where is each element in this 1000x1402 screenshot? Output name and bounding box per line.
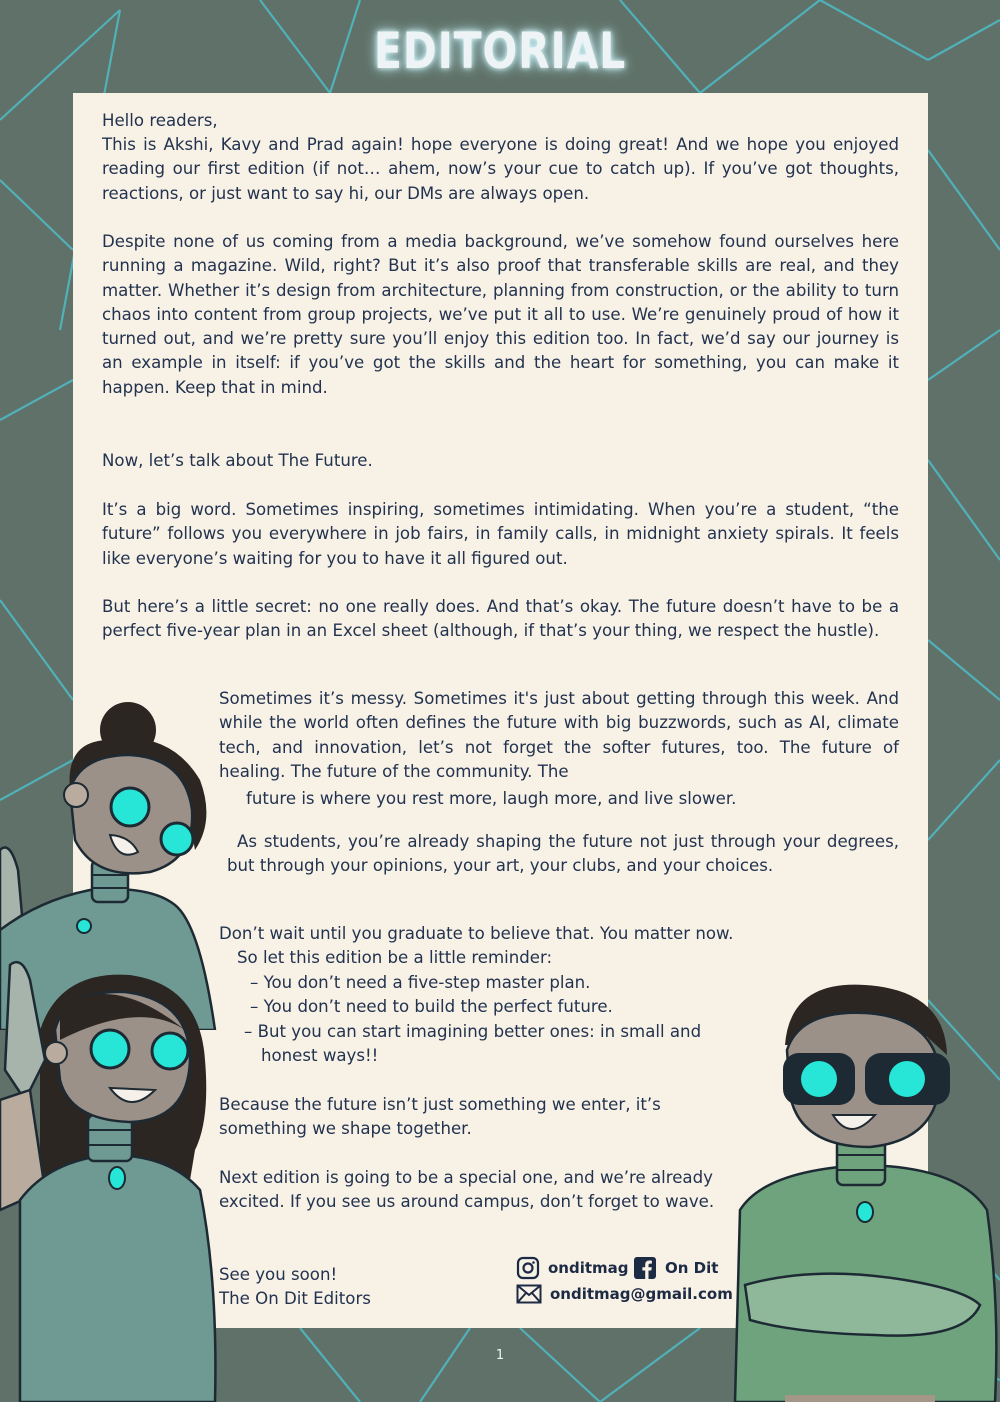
- facebook-icon: [633, 1256, 657, 1280]
- instagram-icon: [516, 1256, 540, 1280]
- signoff: [219, 1263, 499, 1312]
- list-item: – You don’t need to build the perfect future.: [250, 997, 613, 1017]
- robot-character-glasses: [725, 975, 1000, 1402]
- editorial-paragraph-6: Sometimes it’s messy. Sometimes it's just about getting through this week. And while the world often defines the future with big buzzwords, such as AI, climate tech, and innovation, let’s not forget the softer futures, too. The future of healing. The future of the community. The: [219, 689, 899, 781]
- signoff-editors: The On Dit Editors: [219, 1289, 371, 1309]
- page-title: EDITORIAL: [373, 22, 627, 80]
- reminder-list: [244, 971, 770, 1068]
- robot-character-long-hair: [0, 950, 225, 1402]
- list-item: – You don’t need a five-step master plan.: [250, 973, 591, 992]
- editorial-greeting: Hello readers,: [102, 111, 218, 130]
- editorial-paragraph-7: As students, you’re already shaping the future not just through your degrees, but through your opinions, your art, your clubs, and your choices.: [227, 832, 899, 876]
- editorial-paragraph-9: Because the future isn’t just something we enter, it’s something we shape together.: [219, 1095, 661, 1139]
- editorial-paragraph-1: This is Akshi, Kavy and Prad again! hope everyone is doing great! And we hope you enjoyed reading our first edition (if not… ahem, now’s your cue to catch up). If you’ve got thoughts, reactions, or just want to say hi, our DMs are always open.: [102, 135, 899, 203]
- signoff-line: See you soon!: [219, 1265, 338, 1284]
- editorial-paragraph-4: It’s a big word. Sometimes inspiring, sometimes intimidating. When you’re a student, “the future” follows you everywhere in job fairs, in family calls, in midnight anxiety spirals. It feels like everyone’s waiting for you to have it all figured out.: [102, 500, 899, 568]
- page-number: 1: [495, 1348, 505, 1363]
- facebook-name: On Dit: [665, 1259, 719, 1277]
- email-address: onditmag@gmail.com: [550, 1285, 733, 1303]
- instagram-link[interactable]: [516, 1256, 629, 1280]
- instagram-handle: onditmag: [548, 1259, 629, 1277]
- editorial-paragraph-2: Despite none of us coming from a media background, we’ve somehow found ourselves here running a magazine. Wild, right? But it’s also proof that transferable skills are real, and they matter. Whether it’s design from architecture, planning from construction, or the ability to turn chaos into content from group projects, we’ve put it all to use. We’re genuinely proud of how it turned out, and we’re pretty sure you’ll enjoy this edition too. In fact, we’d say our journey is an example in itself: if you’ve got the skills and the heart for something, you can make it happen. Keep that in mind.: [102, 232, 899, 397]
- editorial-paragraph-5: But here’s a little secret: no one really does. And that’s okay. The future doesn’t have to be a perfect five-year plan in an Excel sheet (although, if that’s your thing, we respect the hustle).: [102, 597, 899, 641]
- editorial-paragraph-6-continued: future is where you rest more, laugh more, and live slower.: [246, 789, 737, 808]
- email-link[interactable]: [516, 1284, 733, 1304]
- editorial-paragraph-10: Next edition is going to be a special one, and we’re already excited. If you see us around campus, don’t forget to wave.: [219, 1168, 715, 1212]
- editorial-paragraph-3: Now, let’s talk about The Future.: [102, 451, 373, 470]
- editorial-paragraph-8-continued: So let this edition be a little reminder:: [237, 948, 553, 967]
- editorial-paragraph-8: Don’t wait until you graduate to believe that. You matter now.: [219, 924, 734, 943]
- facebook-link[interactable]: [633, 1256, 718, 1280]
- mail-icon: [516, 1284, 542, 1304]
- list-item: – But you can start imagining better ones: in small and: [244, 1021, 702, 1041]
- list-item: honest ways!!: [261, 1045, 379, 1065]
